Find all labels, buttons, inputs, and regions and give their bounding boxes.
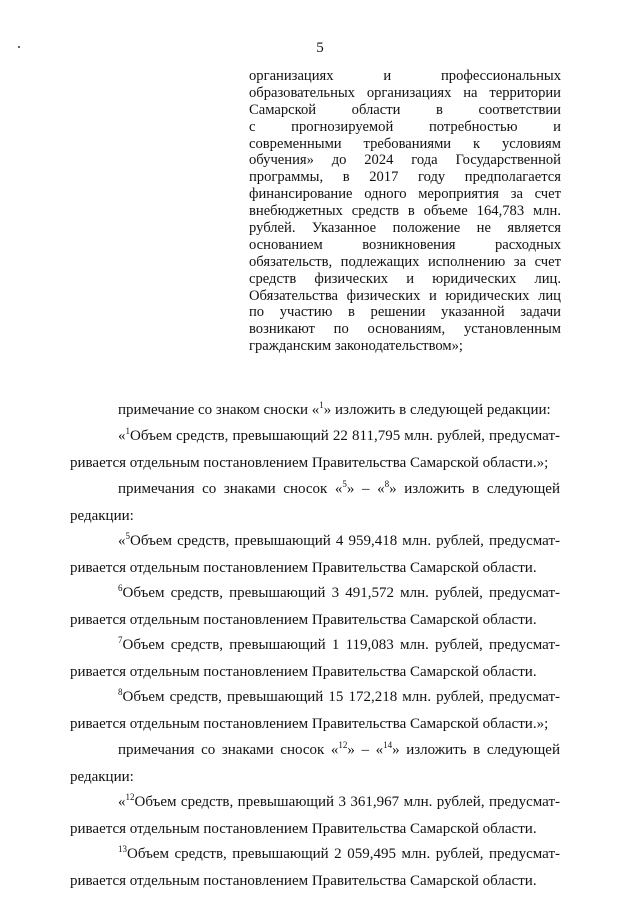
text: Объем средств, превышающий 15 172,218 млн. рублей, предусмат- [122, 689, 560, 705]
footnote-mark: 5 [125, 531, 130, 541]
text-line: ривается отдельным постановлением Правительства Самарской области. [70, 612, 537, 628]
text: Объем средств, превышающий 22 811,795 млн. рублей, предусмат- [130, 428, 560, 444]
text-line: ривается отдельным постановлением Правительства Самарской области.»; [70, 455, 549, 471]
excerpt-line: с прогнозируемой потребностью и [249, 118, 561, 135]
text: Объем средств, превышающий 3 361,967 млн. рублей, предусмат- [134, 794, 560, 810]
excerpt-line: современными требованиями к условиям [249, 135, 561, 152]
text-line: редакции: [70, 508, 134, 524]
quoted-excerpt [249, 68, 561, 355]
footnote-mark: 6 [118, 583, 123, 593]
text-line: ривается отдельным постановлением Правительства Самарской области. [70, 664, 537, 680]
text-line: ривается отдельным постановлением Правительства Самарской области. [70, 873, 537, 889]
excerpt-line: обучения» до 2024 года Государственной [249, 152, 561, 169]
footnote-7-text [70, 632, 560, 686]
note1-instruction [70, 397, 560, 424]
text: « [118, 794, 126, 810]
text: » – « [347, 742, 384, 758]
footnote-8-text [70, 684, 560, 738]
text: « [118, 428, 126, 444]
footnote-mark: 1 [319, 400, 324, 410]
excerpt-line: Обязательства физических и юридических лиц [249, 287, 561, 304]
footnote-mark: 12 [125, 792, 135, 802]
excerpt-line: финансирование одного мероприятия за счет [249, 186, 561, 203]
text: примечания со знаками сносок « [118, 742, 339, 758]
footnote-mark: 7 [118, 635, 123, 645]
footnote-mark: 8 [384, 479, 390, 489]
excerpt-line: средств физических и юридических лиц. [249, 270, 561, 287]
text: « [118, 533, 126, 549]
excerpt-line: основанием возникновения расходных [249, 236, 561, 253]
excerpt-line: образовательных организациях на территории [249, 84, 561, 101]
note5-8-instruction [70, 476, 560, 530]
note1-text [70, 423, 560, 477]
page-number: 5 [316, 40, 324, 56]
text-line: ривается отдельным постановлением Правительства Самарской области. [70, 821, 537, 837]
footnote-5-text [70, 528, 560, 582]
note12-14-instruction [70, 737, 560, 791]
footnote-mark: 5 [342, 479, 347, 489]
text: Объем средств, превышающий 4 959,418 млн. рублей, предусмат- [130, 533, 560, 549]
text: » – « [346, 481, 385, 497]
text: Объем средств, превышающий 2 059,495 млн. рублей, предусмат- [127, 846, 560, 862]
text: Объем средств, превышающий 3 491,572 млн. рублей, предусмат- [122, 585, 560, 601]
text-line: ривается отдельным постановлением Правительства Самарской области. [70, 560, 537, 576]
footnote-mark: 14 [383, 740, 393, 750]
excerpt-line: внебюджетных средств в объеме 164,783 млн. [249, 203, 561, 220]
excerpt-line: по участию в решении указанной задачи [249, 304, 561, 321]
footnote-13-text [70, 841, 560, 895]
excerpt-line: обязательств, подлежащих исполнению за счет [249, 253, 561, 270]
text-line: редакции: [70, 769, 134, 785]
text: примечания со знаками сносок « [118, 481, 343, 497]
footnote-mark: 12 [338, 740, 348, 750]
footnote-12-text [70, 789, 560, 843]
excerpt-line: Самарской области в соответствии [249, 101, 561, 118]
text: » изложить в следующей редакции: [323, 402, 551, 418]
text-line: ривается отдельным постановлением Правительства Самарской области.»; [70, 716, 549, 732]
text: Объем средств, превышающий 1 119,083 млн. рублей, предусмат- [122, 637, 560, 653]
text: » изложить в следующей [389, 481, 560, 497]
excerpt-line: рублей. Указанное положение не является [249, 220, 561, 237]
footnote-mark: 1 [125, 426, 130, 436]
footnote-mark: 8 [118, 687, 123, 697]
footnote-6-text [70, 580, 560, 634]
footnote-mark: 13 [118, 844, 127, 854]
excerpt-line: гражданским законодательством»; [249, 338, 463, 355]
text: примечание со знаком сноски « [118, 402, 320, 418]
excerpt-line: организациях и профессиональных [249, 68, 561, 84]
excerpt-line: возникают по основаниям, установленным [249, 321, 561, 338]
excerpt-line: программы, в 2017 году предполагается [249, 169, 561, 186]
text: » изложить в следующей [392, 742, 560, 758]
